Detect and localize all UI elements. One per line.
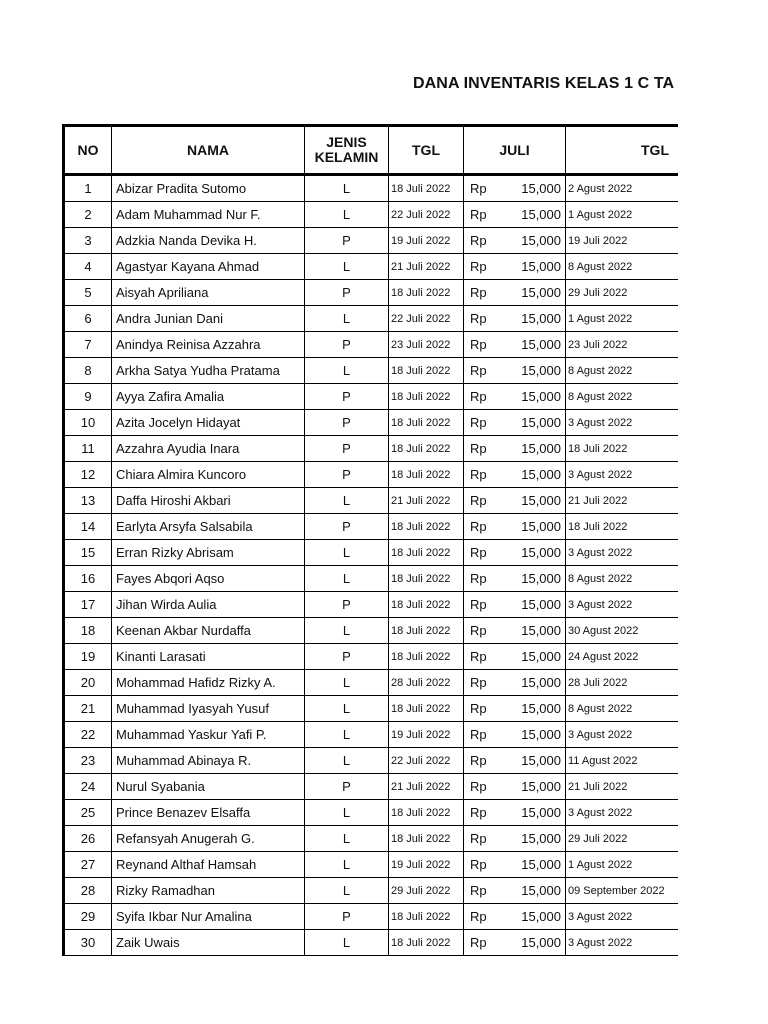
cell-tgl: 18 Juli 2022 xyxy=(389,436,464,462)
table-row xyxy=(65,618,679,644)
cell-currency: Rp xyxy=(464,800,491,826)
cell-tgl-payment: 2 Agust 2022 xyxy=(566,175,679,202)
cell-tgl: 18 Juli 2022 xyxy=(389,540,464,566)
cell-jenis-kelamin: L xyxy=(305,670,389,696)
cell-jenis-kelamin: P xyxy=(305,410,389,436)
cell-jenis-kelamin: P xyxy=(305,774,389,800)
table-row xyxy=(65,514,679,540)
cell-nama: Arkha Satya Yudha Pratama xyxy=(112,358,305,384)
cell-amount: 15,000 xyxy=(491,930,566,956)
cell-nama: Azita Jocelyn Hidayat xyxy=(112,410,305,436)
cell-tgl: 18 Juli 2022 xyxy=(389,280,464,306)
cell-jenis-kelamin: L xyxy=(305,618,389,644)
cell-tgl: 18 Juli 2022 xyxy=(389,592,464,618)
cell-no: 6 xyxy=(65,306,112,332)
cell-tgl: 21 Juli 2022 xyxy=(389,254,464,280)
cell-currency: Rp xyxy=(464,670,491,696)
cell-no: 5 xyxy=(65,280,112,306)
cell-tgl: 23 Juli 2022 xyxy=(389,332,464,358)
cell-nama: Fayes Abqori Aqso xyxy=(112,566,305,592)
cell-no: 13 xyxy=(65,488,112,514)
cell-nama: Ayya Zafira Amalia xyxy=(112,384,305,410)
cell-no: 21 xyxy=(65,696,112,722)
cell-no: 15 xyxy=(65,540,112,566)
cell-jenis-kelamin: P xyxy=(305,332,389,358)
cell-no: 28 xyxy=(65,878,112,904)
cell-amount: 15,000 xyxy=(491,514,566,540)
cell-nama: Rizky Ramadhan xyxy=(112,878,305,904)
table-row xyxy=(65,332,679,358)
table-row xyxy=(65,384,679,410)
cell-jenis-kelamin: P xyxy=(305,514,389,540)
table-row xyxy=(65,175,679,202)
table-row xyxy=(65,826,679,852)
cell-tgl-payment: 3 Agust 2022 xyxy=(566,540,679,566)
cell-tgl-payment: 09 September 2022 xyxy=(566,878,679,904)
cell-amount: 15,000 xyxy=(491,202,566,228)
cell-tgl: 18 Juli 2022 xyxy=(389,618,464,644)
cell-tgl: 18 Juli 2022 xyxy=(389,904,464,930)
cell-amount: 15,000 xyxy=(491,488,566,514)
table-row xyxy=(65,670,679,696)
header-jenis-kelamin-line2: KELAMIN xyxy=(314,149,379,165)
cell-tgl-payment: 3 Agust 2022 xyxy=(566,410,679,436)
cell-tgl-payment: 3 Agust 2022 xyxy=(566,930,679,956)
inventory-table xyxy=(64,126,678,956)
cell-jenis-kelamin: L xyxy=(305,306,389,332)
cell-jenis-kelamin: L xyxy=(305,175,389,202)
cell-tgl-payment: 8 Agust 2022 xyxy=(566,696,679,722)
cell-currency: Rp xyxy=(464,696,491,722)
cell-currency: Rp xyxy=(464,852,491,878)
cell-amount: 15,000 xyxy=(491,670,566,696)
table-row xyxy=(65,930,679,956)
cell-tgl-payment: 21 Juli 2022 xyxy=(566,488,679,514)
cell-jenis-kelamin: L xyxy=(305,202,389,228)
cell-no: 25 xyxy=(65,800,112,826)
cell-amount: 15,000 xyxy=(491,462,566,488)
cell-currency: Rp xyxy=(464,175,491,202)
cell-currency: Rp xyxy=(464,930,491,956)
cell-jenis-kelamin: P xyxy=(305,280,389,306)
cell-tgl-payment: 30 Agust 2022 xyxy=(566,618,679,644)
cell-jenis-kelamin: L xyxy=(305,254,389,280)
cell-no: 9 xyxy=(65,384,112,410)
cell-amount: 15,000 xyxy=(491,722,566,748)
cell-jenis-kelamin: L xyxy=(305,878,389,904)
table-header-row xyxy=(65,127,679,175)
cell-amount: 15,000 xyxy=(491,228,566,254)
inventory-table-container xyxy=(62,124,678,956)
cell-amount: 15,000 xyxy=(491,280,566,306)
table-row xyxy=(65,696,679,722)
cell-amount: 15,000 xyxy=(491,826,566,852)
cell-nama: Syifa Ikbar Nur Amalina xyxy=(112,904,305,930)
cell-nama: Muhammad Iyasyah Yusuf xyxy=(112,696,305,722)
cell-jenis-kelamin: L xyxy=(305,826,389,852)
cell-amount: 15,000 xyxy=(491,332,566,358)
cell-jenis-kelamin: L xyxy=(305,488,389,514)
cell-currency: Rp xyxy=(464,358,491,384)
cell-jenis-kelamin: P xyxy=(305,228,389,254)
cell-jenis-kelamin: P xyxy=(305,384,389,410)
cell-currency: Rp xyxy=(464,462,491,488)
cell-nama: Refansyah Anugerah G. xyxy=(112,826,305,852)
cell-jenis-kelamin: L xyxy=(305,540,389,566)
cell-nama: Jihan Wirda Aulia xyxy=(112,592,305,618)
cell-no: 16 xyxy=(65,566,112,592)
cell-amount: 15,000 xyxy=(491,644,566,670)
cell-tgl: 22 Juli 2022 xyxy=(389,748,464,774)
cell-amount: 15,000 xyxy=(491,748,566,774)
cell-currency: Rp xyxy=(464,878,491,904)
cell-no: 26 xyxy=(65,826,112,852)
cell-no: 19 xyxy=(65,644,112,670)
cell-nama: Reynand Althaf Hamsah xyxy=(112,852,305,878)
cell-currency: Rp xyxy=(464,488,491,514)
table-row xyxy=(65,410,679,436)
cell-currency: Rp xyxy=(464,748,491,774)
table-body xyxy=(65,175,679,956)
cell-no: 4 xyxy=(65,254,112,280)
cell-no: 18 xyxy=(65,618,112,644)
cell-nama: Muhammad Abinaya R. xyxy=(112,748,305,774)
cell-jenis-kelamin: L xyxy=(305,800,389,826)
cell-tgl: 18 Juli 2022 xyxy=(389,644,464,670)
header-juli: JULI xyxy=(464,127,566,175)
cell-jenis-kelamin: P xyxy=(305,592,389,618)
cell-amount: 15,000 xyxy=(491,800,566,826)
cell-nama: Abizar Pradita Sutomo xyxy=(112,175,305,202)
cell-currency: Rp xyxy=(464,332,491,358)
cell-nama: Agastyar Kayana Ahmad xyxy=(112,254,305,280)
cell-tgl: 19 Juli 2022 xyxy=(389,228,464,254)
cell-nama: Adzkia Nanda Devika H. xyxy=(112,228,305,254)
table-row xyxy=(65,878,679,904)
cell-amount: 15,000 xyxy=(491,566,566,592)
header-no: NO xyxy=(65,127,112,175)
cell-no: 10 xyxy=(65,410,112,436)
cell-tgl-payment: 3 Agust 2022 xyxy=(566,592,679,618)
cell-tgl: 18 Juli 2022 xyxy=(389,566,464,592)
cell-no: 3 xyxy=(65,228,112,254)
cell-amount: 15,000 xyxy=(491,774,566,800)
cell-amount: 15,000 xyxy=(491,410,566,436)
cell-tgl-payment: 18 Juli 2022 xyxy=(566,436,679,462)
cell-tgl: 18 Juli 2022 xyxy=(389,384,464,410)
cell-tgl: 18 Juli 2022 xyxy=(389,930,464,956)
cell-no: 30 xyxy=(65,930,112,956)
cell-jenis-kelamin: L xyxy=(305,358,389,384)
cell-tgl-payment: 1 Agust 2022 xyxy=(566,852,679,878)
cell-amount: 15,000 xyxy=(491,592,566,618)
cell-tgl: 18 Juli 2022 xyxy=(389,696,464,722)
table-row xyxy=(65,566,679,592)
cell-tgl-payment: 11 Agust 2022 xyxy=(566,748,679,774)
cell-no: 17 xyxy=(65,592,112,618)
table-row xyxy=(65,852,679,878)
cell-tgl-payment: 3 Agust 2022 xyxy=(566,904,679,930)
cell-currency: Rp xyxy=(464,280,491,306)
cell-nama: Erran Rizky Abrisam xyxy=(112,540,305,566)
cell-tgl-payment: 19 Juli 2022 xyxy=(566,228,679,254)
cell-currency: Rp xyxy=(464,904,491,930)
cell-tgl: 18 Juli 2022 xyxy=(389,410,464,436)
cell-amount: 15,000 xyxy=(491,540,566,566)
cell-tgl-payment: 1 Agust 2022 xyxy=(566,306,679,332)
cell-tgl-payment: 3 Agust 2022 xyxy=(566,722,679,748)
cell-tgl: 18 Juli 2022 xyxy=(389,175,464,202)
table-row xyxy=(65,358,679,384)
cell-jenis-kelamin: L xyxy=(305,852,389,878)
cell-no: 8 xyxy=(65,358,112,384)
table-row xyxy=(65,800,679,826)
cell-amount: 15,000 xyxy=(491,175,566,202)
cell-jenis-kelamin: L xyxy=(305,930,389,956)
cell-no: 29 xyxy=(65,904,112,930)
table-row xyxy=(65,436,679,462)
cell-tgl-payment: 24 Agust 2022 xyxy=(566,644,679,670)
cell-currency: Rp xyxy=(464,644,491,670)
cell-nama: Keenan Akbar Nurdaffa xyxy=(112,618,305,644)
cell-tgl: 29 Juli 2022 xyxy=(389,878,464,904)
cell-amount: 15,000 xyxy=(491,384,566,410)
table-row xyxy=(65,904,679,930)
table-row xyxy=(65,540,679,566)
table-row xyxy=(65,280,679,306)
table-row xyxy=(65,592,679,618)
cell-currency: Rp xyxy=(464,774,491,800)
table-row xyxy=(65,228,679,254)
cell-amount: 15,000 xyxy=(491,904,566,930)
table-row xyxy=(65,644,679,670)
table-row xyxy=(65,774,679,800)
cell-tgl: 18 Juli 2022 xyxy=(389,358,464,384)
cell-tgl-payment: 8 Agust 2022 xyxy=(566,358,679,384)
cell-tgl-payment: 29 Juli 2022 xyxy=(566,280,679,306)
cell-tgl-payment: 28 Juli 2022 xyxy=(566,670,679,696)
cell-tgl-payment: 23 Juli 2022 xyxy=(566,332,679,358)
cell-tgl: 21 Juli 2022 xyxy=(389,774,464,800)
cell-no: 20 xyxy=(65,670,112,696)
header-jenis-kelamin-line1: JENIS xyxy=(326,134,367,150)
cell-currency: Rp xyxy=(464,254,491,280)
cell-amount: 15,000 xyxy=(491,852,566,878)
cell-tgl-payment: 8 Agust 2022 xyxy=(566,566,679,592)
cell-jenis-kelamin: L xyxy=(305,722,389,748)
cell-no: 27 xyxy=(65,852,112,878)
cell-tgl: 22 Juli 2022 xyxy=(389,202,464,228)
cell-nama: Prince Benazev Elsaffa xyxy=(112,800,305,826)
cell-tgl-payment: 8 Agust 2022 xyxy=(566,384,679,410)
cell-jenis-kelamin: P xyxy=(305,436,389,462)
cell-nama: Anindya Reinisa Azzahra xyxy=(112,332,305,358)
cell-tgl-payment: 1 Agust 2022 xyxy=(566,202,679,228)
cell-tgl: 18 Juli 2022 xyxy=(389,826,464,852)
cell-no: 1 xyxy=(65,175,112,202)
table-row xyxy=(65,488,679,514)
cell-nama: Kinanti Larasati xyxy=(112,644,305,670)
cell-no: 22 xyxy=(65,722,112,748)
cell-jenis-kelamin: P xyxy=(305,462,389,488)
cell-tgl-payment: 3 Agust 2022 xyxy=(566,462,679,488)
cell-nama: Chiara Almira Kuncoro xyxy=(112,462,305,488)
cell-currency: Rp xyxy=(464,410,491,436)
cell-tgl: 22 Juli 2022 xyxy=(389,306,464,332)
cell-amount: 15,000 xyxy=(491,254,566,280)
cell-amount: 15,000 xyxy=(491,358,566,384)
table-row xyxy=(65,462,679,488)
header-tgl: TGL xyxy=(389,127,464,175)
cell-tgl-payment: 29 Juli 2022 xyxy=(566,826,679,852)
cell-no: 11 xyxy=(65,436,112,462)
cell-no: 23 xyxy=(65,748,112,774)
cell-currency: Rp xyxy=(464,436,491,462)
cell-tgl: 19 Juli 2022 xyxy=(389,852,464,878)
table-row xyxy=(65,306,679,332)
cell-no: 2 xyxy=(65,202,112,228)
cell-currency: Rp xyxy=(464,592,491,618)
cell-amount: 15,000 xyxy=(491,618,566,644)
cell-currency: Rp xyxy=(464,228,491,254)
table-row xyxy=(65,722,679,748)
cell-jenis-kelamin: P xyxy=(305,904,389,930)
cell-currency: Rp xyxy=(464,306,491,332)
cell-tgl-payment: 18 Juli 2022 xyxy=(566,514,679,540)
header-tgl-payment: TGL xyxy=(566,127,679,175)
cell-nama: Adam Muhammad Nur F. xyxy=(112,202,305,228)
cell-currency: Rp xyxy=(464,514,491,540)
cell-tgl: 21 Juli 2022 xyxy=(389,488,464,514)
cell-amount: 15,000 xyxy=(491,696,566,722)
header-jenis-kelamin xyxy=(305,127,389,175)
cell-nama: Zaik Uwais xyxy=(112,930,305,956)
cell-no: 14 xyxy=(65,514,112,540)
cell-tgl: 18 Juli 2022 xyxy=(389,462,464,488)
table-row xyxy=(65,202,679,228)
cell-tgl: 19 Juli 2022 xyxy=(389,722,464,748)
cell-nama: Aisyah Apriliana xyxy=(112,280,305,306)
cell-currency: Rp xyxy=(464,618,491,644)
cell-jenis-kelamin: L xyxy=(305,566,389,592)
cell-no: 24 xyxy=(65,774,112,800)
cell-currency: Rp xyxy=(464,722,491,748)
cell-tgl: 18 Juli 2022 xyxy=(389,514,464,540)
table-row xyxy=(65,254,679,280)
cell-nama: Muhammad Yaskur Yafi P. xyxy=(112,722,305,748)
cell-tgl-payment: 8 Agust 2022 xyxy=(566,254,679,280)
header-nama: NAMA xyxy=(112,127,305,175)
cell-jenis-kelamin: L xyxy=(305,696,389,722)
cell-nama: Earlyta Arsyfa Salsabila xyxy=(112,514,305,540)
cell-nama: Azzahra Ayudia Inara xyxy=(112,436,305,462)
cell-amount: 15,000 xyxy=(491,306,566,332)
cell-no: 7 xyxy=(65,332,112,358)
cell-currency: Rp xyxy=(464,202,491,228)
cell-jenis-kelamin: L xyxy=(305,748,389,774)
cell-nama: Andra Junian Dani xyxy=(112,306,305,332)
cell-currency: Rp xyxy=(464,826,491,852)
cell-nama: Daffa Hiroshi Akbari xyxy=(112,488,305,514)
cell-tgl: 18 Juli 2022 xyxy=(389,800,464,826)
cell-nama: Nurul Syabania xyxy=(112,774,305,800)
cell-nama: Mohammad Hafidz Rizky A. xyxy=(112,670,305,696)
cell-tgl-payment: 3 Agust 2022 xyxy=(566,800,679,826)
cell-no: 12 xyxy=(65,462,112,488)
cell-tgl: 28 Juli 2022 xyxy=(389,670,464,696)
cell-currency: Rp xyxy=(464,384,491,410)
cell-tgl-payment: 21 Juli 2022 xyxy=(566,774,679,800)
table-row xyxy=(65,748,679,774)
cell-amount: 15,000 xyxy=(491,436,566,462)
cell-currency: Rp xyxy=(464,540,491,566)
cell-amount: 15,000 xyxy=(491,878,566,904)
document-title: DANA INVENTARIS KELAS 1 C TA xyxy=(413,75,675,92)
cell-jenis-kelamin: P xyxy=(305,644,389,670)
cell-currency: Rp xyxy=(464,566,491,592)
